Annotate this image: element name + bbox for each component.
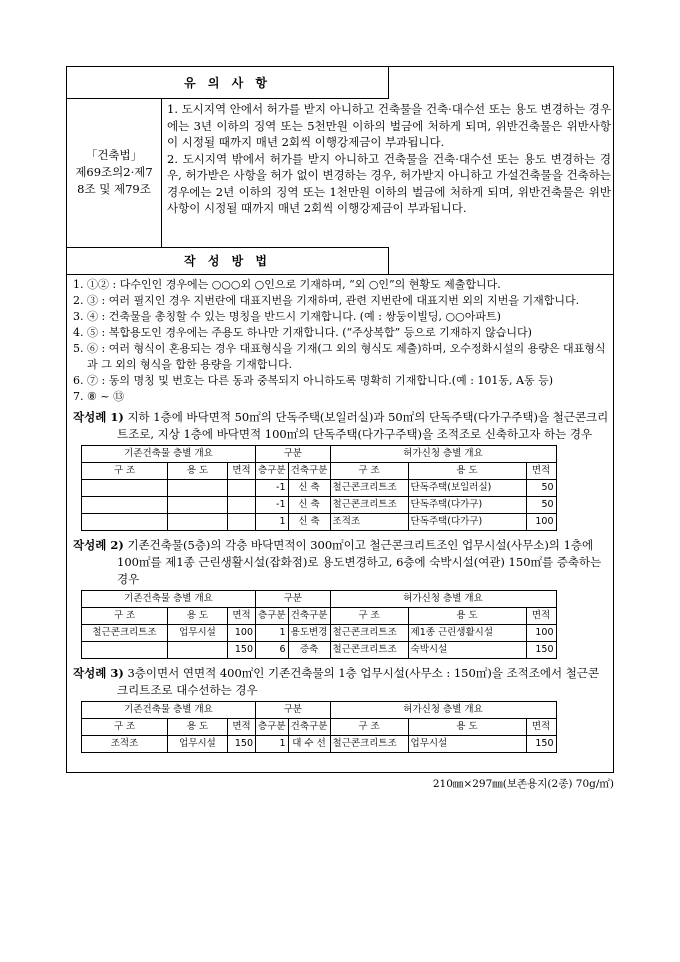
table-row: [82, 736, 557, 753]
table-cell: 제1종 근린생활시설: [408, 625, 526, 642]
table-cell: 조적조: [330, 514, 408, 531]
table-cell: 철근콘크리트조: [82, 625, 168, 642]
table-column-header: 용 도: [408, 608, 526, 625]
floor-summary-table: [81, 590, 557, 659]
table-cell: 1: [256, 625, 289, 642]
table-cell: 150: [228, 736, 256, 753]
floor-summary-table: [81, 445, 557, 531]
method-3: 3. ④ : 건축물을 총칭할 수 있는 명칭을 반드시 기재합니다. (예 : 쌍둥이빌딩, ○○아파트): [73, 310, 501, 323]
example-text: [73, 665, 609, 699]
table-cell: 철근콘크리트조: [330, 625, 408, 642]
penalty-notes: [167, 101, 611, 217]
table-row: [82, 497, 557, 514]
table-cell: 50: [526, 497, 556, 514]
table-cell: 신 축: [288, 497, 330, 514]
table-cell: [168, 514, 228, 531]
table-column-header: 용 도: [168, 608, 228, 625]
example-description: 지하 1층에 바닥면적 50㎡의 단독주택(보일러실)과 50㎡의 단독주택(다가구주택)을 철근콘크리트조로, 지상 1층에 바닥면적 100㎡의 단독주택(다가구주택)을 조적조로 신축하고자 하는 경우: [117, 410, 609, 441]
table-cell: [82, 480, 168, 497]
table-column-header: 면적: [526, 608, 556, 625]
table-column-header: 건축구분: [288, 608, 330, 625]
table-cell: 150: [526, 736, 556, 753]
table-cell: 철근콘크리트조: [330, 642, 408, 659]
table-cell: [228, 497, 256, 514]
table-cell: [228, 514, 256, 531]
notice-form: [66, 66, 614, 773]
table-column-header: 층구분: [256, 608, 289, 625]
table-cell: 업무시설: [168, 736, 228, 753]
table-column-header: 구 조: [330, 719, 408, 736]
example-block: [73, 665, 609, 753]
law-article-1: 제69조의2·제7: [75, 165, 153, 179]
divider: [389, 274, 613, 275]
table-cell: 숙박시설: [408, 642, 526, 659]
table-cell: 용도변경: [288, 625, 330, 642]
example-text: [73, 537, 609, 588]
table-cell: [168, 642, 228, 659]
example-label: 작성례 2): [73, 538, 124, 552]
table-cell: 철근콘크리트조: [330, 736, 408, 753]
table-row: [82, 642, 557, 659]
table-cell: [82, 642, 168, 659]
table-cell: 단독주택(다가구): [408, 514, 526, 531]
table-cell: [82, 514, 168, 531]
table-cell: [82, 497, 168, 514]
table-column-header: 구 조: [82, 463, 168, 480]
example-block: [73, 537, 609, 659]
example-label: 작성례 1): [73, 410, 124, 424]
table-cell: 단독주택(다가구): [408, 497, 526, 514]
notes-title: 유 의 사 항: [67, 67, 389, 99]
table-cell: 신 축: [288, 514, 330, 531]
example-label: 작성례 3): [73, 666, 124, 680]
example-text: [73, 409, 609, 443]
law-name: 「건축법」: [85, 148, 143, 162]
table-column-header: 구 조: [330, 608, 408, 625]
table-cell: 1: [256, 736, 289, 753]
method-body: [73, 277, 609, 759]
table-column-header: 구 조: [82, 719, 168, 736]
table-column-header: 건축구분: [288, 463, 330, 480]
paper-spec: 210㎜×297㎜(보존용지(2종) 70g/㎡): [432, 778, 614, 790]
table-column-header: 용 도: [408, 463, 526, 480]
table-cell: -1: [256, 480, 289, 497]
table-column-header: 층구분: [256, 719, 289, 736]
method-7: 7. ⑧ ~ ⑬: [73, 390, 125, 403]
table-cell: 단독주택(보일러실): [408, 480, 526, 497]
law-reference: [67, 99, 162, 247]
table-cell: 50: [526, 480, 556, 497]
table-group-header: 허가신청 층별 개요: [330, 702, 556, 719]
table-column-header: 층구분: [256, 463, 289, 480]
table-cell: 업무시설: [408, 736, 526, 753]
table-group-header: 구분: [256, 591, 331, 608]
method-1: 1. ①② : 다수인인 경우에는 ○○○외 ○인으로 기재하며, “외 ○인”의 현황도 제출합니다.: [73, 278, 501, 291]
table-column-header: 용 도: [168, 463, 228, 480]
law-article-2: 8조 및 제79조: [77, 182, 151, 196]
table-cell: 100: [526, 625, 556, 642]
method-2: 2. ③ : 여러 필지인 경우 지번란에 대표지번을 기재하며, 관련 지번란에 대표지번 외의 지번을 기재합니다.: [73, 294, 580, 307]
table-cell: 150: [228, 642, 256, 659]
table-column-header: 면적: [228, 608, 256, 625]
note-1: 1. 도시지역 안에서 허가를 받지 아니하고 건축물을 건축·대수선 또는 용도 변경하는 경우에는 3년 이하의 징역 또는 5천만원 이하의 벌금에 처하게 되며, 위반건축물은 위반사항이 시정될 때까지 매년 2회씩 이행강제금이 부과됩니다.: [167, 102, 611, 149]
floor-summary-table: [81, 701, 557, 753]
example-block: [73, 409, 609, 531]
table-row: [82, 625, 557, 642]
note-2: 2. 도시지역 밖에서 허가를 받지 아니하고 건축물을 건축·대수선 또는 용도 변경하는 경우, 허가받은 사항을 허가 없이 변경하는 경우, 허가받지 아니하고 가설건축물을 건축하는 경우에는 2년 이하의 징역 또는 1천만원 이하의 벌금에 처하게 되며, 위반건축물은 위반사항이 시정될 때까지 매년 2회씩 이행강제금이 부과됩니다.: [167, 151, 611, 215]
table-cell: 조적조: [82, 736, 168, 753]
method-4: 4. ⑤ : 복합용도인 경우에는 주용도 하나만 기재합니다. (“주상복합” 등으로 기재하지 않습니다): [73, 326, 532, 339]
table-cell: 1: [256, 514, 289, 531]
table-cell: -1: [256, 497, 289, 514]
table-column-header: 건축구분: [288, 719, 330, 736]
table-group-header: 기존건축물 층별 개요: [82, 591, 256, 608]
table-group-header: 구분: [256, 702, 331, 719]
example-description: 3층이면서 연면적 400㎡인 기존건축물의 1층 업무시설(사무소 : 150㎡)을 조적조에서 철근콘크리트조로 대수선하는 경우: [117, 666, 600, 697]
table-cell: 철근콘크리트조: [330, 480, 408, 497]
table-group-header: 구분: [256, 446, 331, 463]
method-6: 6. ⑦ : 동의 명칭 및 번호는 다른 동과 중복되지 아니하도록 명확히 기재합니다.(예 : 101동, A동 등): [73, 374, 554, 387]
table-cell: 철근콘크리트조: [330, 497, 408, 514]
table-column-header: 면적: [228, 719, 256, 736]
table-cell: 신 축: [288, 480, 330, 497]
table-group-header: 기존건축물 층별 개요: [82, 702, 256, 719]
table-cell: [168, 480, 228, 497]
table-column-header: 면적: [526, 463, 556, 480]
table-cell: 150: [526, 642, 556, 659]
table-column-header: 용 도: [168, 719, 228, 736]
method-5: 5. ⑥ : 여러 형식이 혼용되는 경우 대표형식을 기재(그 외의 형식도 제출)하며, 오수정화시설의 용량은 대표형식과 그 외의 형식을 합한 용량을 기재합니다.: [73, 342, 606, 371]
table-group-header: 기존건축물 층별 개요: [82, 446, 256, 463]
table-column-header: 용 도: [408, 719, 526, 736]
table-cell: [168, 497, 228, 514]
table-cell: 100: [526, 514, 556, 531]
table-group-header: 허가신청 층별 개요: [330, 591, 556, 608]
table-row: [82, 480, 557, 497]
table-column-header: 구 조: [82, 608, 168, 625]
table-column-header: 면적: [228, 463, 256, 480]
table-cell: 증축: [288, 642, 330, 659]
table-cell: 100: [228, 625, 256, 642]
table-column-header: 구 조: [330, 463, 408, 480]
table-group-header: 허가신청 층별 개요: [330, 446, 556, 463]
example-description: 기존건축물(5층)의 각층 바닥면적이 300㎡이고 철근콘크리트조인 업무시설(사무소)의 1층에 100㎡를 제1종 근린생활시설(잡화점)로 용도변경하고, 6층에 숙박시설(여관) 150㎡를 증축하는 경우: [117, 538, 602, 586]
table-cell: 업무시설: [168, 625, 228, 642]
method-title: 작 성 방 법: [67, 247, 389, 275]
table-cell: 6: [256, 642, 289, 659]
table-column-header: 면적: [526, 719, 556, 736]
table-cell: [228, 480, 256, 497]
table-row: [82, 514, 557, 531]
table-cell: 대 수 선: [288, 736, 330, 753]
